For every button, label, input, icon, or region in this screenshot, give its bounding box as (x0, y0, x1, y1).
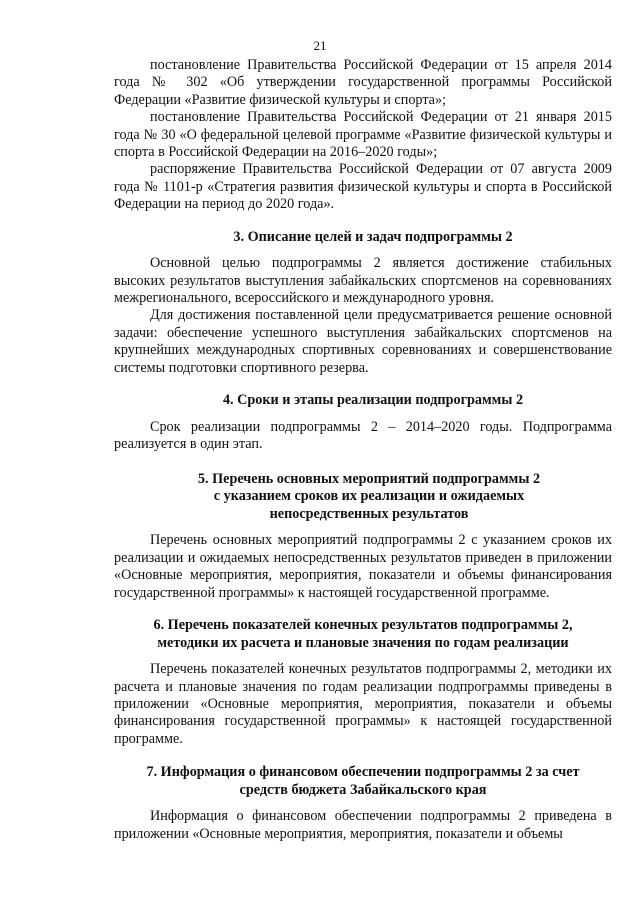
section-6-heading-line: 6. Перечень показателей конечных результатов подпрограммы 2, (153, 616, 573, 633)
intro-paragraph: постановление Правительства Российской Федерации от 21 января 2015 года № 30 «О федеральной целевой программе «Развитие физической культуры и спорта в Российской Федерации на 2016–2020 годы»; (114, 109, 612, 161)
section-6-heading-line: методики их расчета и плановые значения по годам реализации (157, 634, 569, 651)
section-6-heading (114, 617, 612, 652)
section-3-paragraph: Основной целью подпрограммы 2 является достижение стабильных высоких результатов выступления забайкальских спортсменов на соревнованиях межрегионального, всероссийского и международного уровня. (114, 255, 612, 307)
section-5-paragraph: Перечень основных мероприятий подпрограммы 2 с указанием сроков их реализации и ожидаемых непосредственных результатов приведен в приложении «Основные мероприятия, мероприятия, показатели и объемы финансирования государственной программы» к настоящей государственной программе. (114, 532, 612, 601)
section-5-heading-line: с указанием сроков их реализации и ожидаемых (213, 488, 525, 505)
section-7-heading-line: средств бюджета Забайкальского края (239, 781, 487, 798)
section-7-heading (114, 764, 612, 799)
section-7-paragraph: Информация о финансовом обеспечении подпрограммы 2 приведена в приложении «Основные мероприятия, мероприятия, показатели и объемы (114, 808, 612, 842)
intro-paragraph: распоряжение Правительства Российской Федерации от 07 августа 2009 года № 1101-р «Стратегия развития физической культуры и спорта в Российской Федерации на период до 2020 года». (114, 161, 612, 213)
section-5-heading-line: непосредственных результатов (269, 505, 469, 522)
intro-paragraph: постановление Правительства Российской Федерации от 15 апреля 2014 года № 302 «Об утверждении государственной программы Российской Федерации «Развитие физической культуры и спорта»; (114, 57, 612, 108)
page-content (114, 57, 612, 843)
section-6-paragraph: Перечень показателей конечных результатов подпрограммы 2, методики их расчета и плановые значения по годам реализации подпрограммы приведены в приложении «Основные мероприятия, мероприятия, показатели и объемы финансирования государственной программы» к настоящей государственной программе. (114, 661, 612, 747)
section-5-heading (114, 471, 612, 524)
page-number: 21 (313, 38, 327, 53)
section-4-paragraph: Срок реализации подпрограммы 2 – 2014–2020 годы. Подпрограмма реализуется в один этап. (114, 418, 612, 453)
section-4-heading: 4. Сроки и этапы реализации подпрограммы 2 (222, 392, 524, 409)
section-5-heading-line: 5. Перечень основных мероприятий подпрограммы 2 (197, 470, 541, 487)
section-3-paragraph: Для достижения поставленной цели предусматривается решение основной задачи: обеспечение успешного выступления забайкальских спортсменов на крупнейших международных спортивных соревнованиях и совершенствование системы подготовки спортивного резерва. (114, 307, 612, 376)
section-3-heading: 3. Описание целей и задач подпрограммы 2 (233, 228, 513, 245)
section-7-heading-line: 7. Информация о финансовом обеспечении подпрограммы 2 за счет (146, 764, 580, 781)
